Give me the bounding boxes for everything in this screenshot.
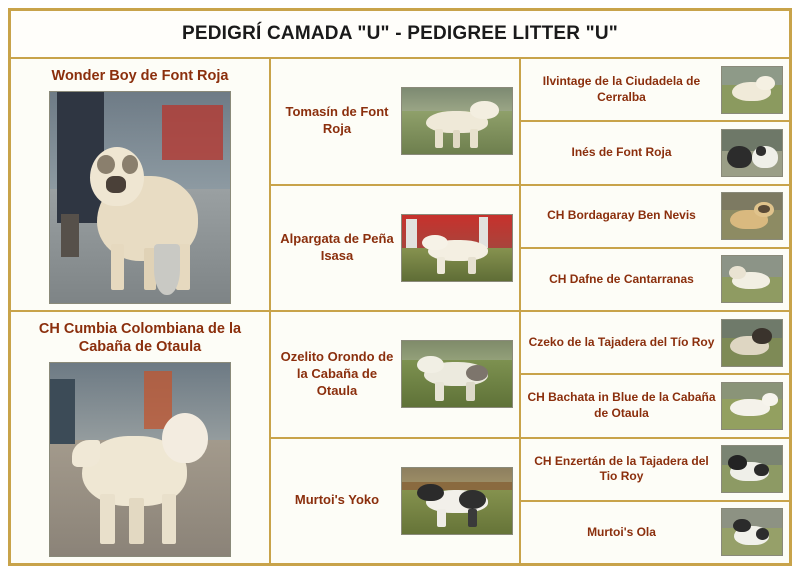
grandparent-photo-7 — [721, 445, 783, 493]
grandparent-photo-4 — [721, 255, 783, 303]
pedigree-frame — [8, 8, 792, 566]
column-grandparents — [521, 59, 789, 563]
subject-name: Wonder Boy de Font Roja — [51, 68, 229, 84]
parent-photo-1 — [401, 87, 513, 155]
subject-photo-dam — [49, 362, 231, 557]
page-title: PEDIGRÍ CAMADA "U" - PEDIGREE LITTER "U" — [181, 23, 618, 44]
grandparent-photo-6 — [721, 382, 783, 430]
grandparent-name: CH Dafne de Cantarranas — [549, 271, 694, 286]
parent-cell-4 — [271, 437, 519, 564]
subject-photo-sire — [49, 91, 231, 304]
subject-cell-sire — [11, 59, 269, 310]
grandparent-name: Inés de Font Roja — [571, 145, 672, 160]
grandparent-photo-1 — [721, 66, 783, 114]
parent-photo-3 — [401, 340, 513, 408]
parent-cell-1 — [271, 59, 519, 184]
grandparent-cell-6 — [521, 373, 789, 436]
grandparent-name: Murtoi's Ola — [587, 524, 656, 539]
grandparent-cell-3 — [521, 184, 789, 247]
grandparent-name: CH Bordagaray Ben Nevis — [547, 208, 696, 223]
grandparent-photo-8 — [721, 508, 783, 556]
column-parents — [271, 59, 521, 563]
grandparent-name: CH Enzertán de la Tajadera del Tio Roy — [534, 453, 709, 484]
grandparent-cell-7 — [521, 437, 789, 500]
parent-cell-2 — [271, 184, 519, 311]
grandparent-cell-2 — [521, 120, 789, 183]
grandparent-cell-5 — [521, 310, 789, 373]
grandparent-photo-2 — [721, 129, 783, 177]
grandparent-photo-5 — [721, 319, 783, 367]
grandparent-photo-3 — [721, 192, 783, 240]
grandparent-cell-8 — [521, 500, 789, 563]
parent-name: Murtoi's Yoko — [294, 492, 380, 508]
grandparent-cell-4 — [521, 247, 789, 310]
pedigree-grid — [11, 59, 789, 563]
subject-cell-dam — [11, 310, 269, 563]
grandparent-name: Czeko de la Tajadera del Tío Roy — [528, 334, 715, 349]
grandparent-cell-1 — [521, 59, 789, 120]
parent-photo-2 — [401, 214, 513, 282]
parent-name: Alpargata de Peña Isasa — [280, 230, 394, 263]
column-subjects — [11, 59, 271, 563]
parent-cell-3 — [271, 310, 519, 437]
document-title-bar — [11, 11, 789, 59]
grandparent-name: Ilvintage de la Ciudadela de Cerralba — [542, 74, 701, 104]
grandparent-name: CH Bachata in Blue de la Cabaña de Otaula — [527, 390, 716, 420]
subject-name: CH Cumbia Colombiana de la Cabaña de Otaula — [38, 321, 242, 356]
parent-name: Tomasín de Font Roja — [285, 104, 389, 137]
parent-photo-4 — [401, 467, 513, 535]
parent-name: Ozelito Orondo de la Cabaña de Otaula — [280, 348, 394, 398]
